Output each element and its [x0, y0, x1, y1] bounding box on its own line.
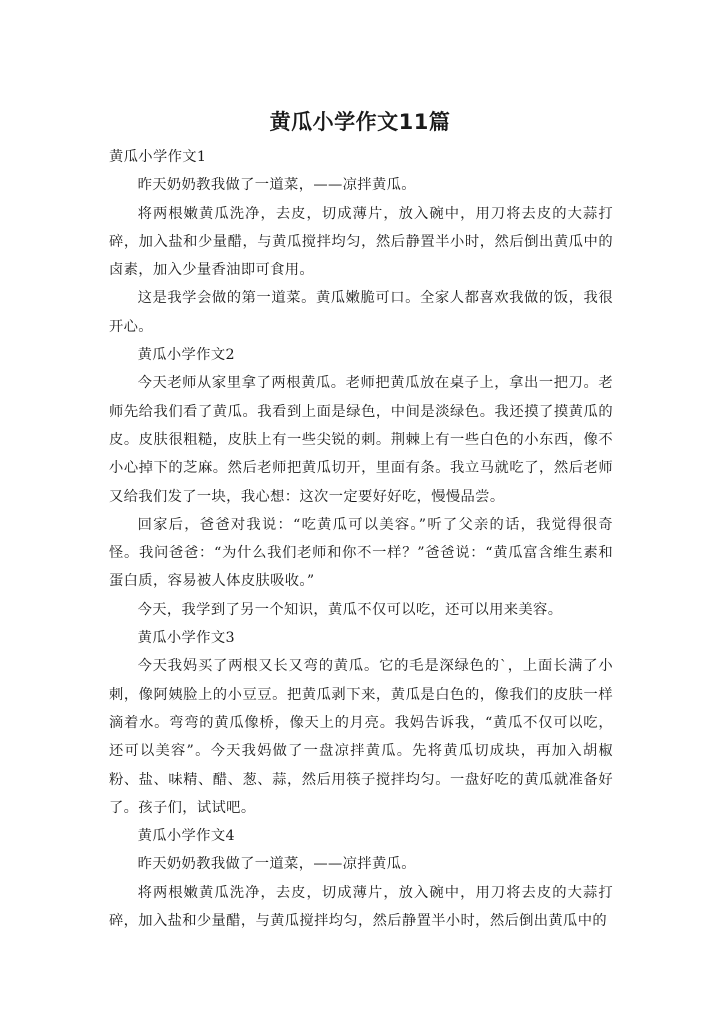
document-title: 黄瓜小学作文11篇 — [269, 110, 451, 134]
paragraph: 将两根嫩黄瓜洗净，去皮，切成薄片，放入碗中，用刀将去皮的大蒜打碎，加入盐和少量醋，与黄瓜搅拌均匀，然后静置半小时，然后倒出黄瓜中的 — [109, 884, 613, 930]
document-body — [109, 143, 613, 935]
paragraph: 这是我学会做的第一道菜。黄瓜嫩脆可口。全家人都喜欢我做的饭，我很开心。 — [109, 290, 613, 335]
paragraph: 今天，我学到了另一个知识，黄瓜不仅可以吃，还可以用来美容。 — [137, 601, 563, 618]
paragraph: 回家后，爸爸对我说：“吃黄瓜可以美容。”听了父亲的话，我觉得很奇怪。我问爸爸：“为什么我们老师和你不一样？”爸爸说：“黄瓜富含维生素和蛋白质，容易被人体皮肤吸收。” — [109, 516, 613, 590]
section-heading: 黄瓜小学作文3 — [137, 630, 235, 647]
paragraph: 今天我妈买了两根又长又弯的黄瓜。它的毛是深绿色的`，上面长满了小刺，像阿姨脸上的小豆豆。把黄瓜剥下来，黄瓜是白色的，像我们的皮肤一样滴着水。弯弯的黄瓜像桥，像天上的月亮。我妈告诉我，“黄瓜不仅可以吃，还可以美容”。今天我妈做了一盘凉拌黄瓜。先将黄瓜切成块，再加入胡椒粉、盐、味精、醋、葱、蒜，然后用筷子搅拌均匀。一盘好吃的黄瓜就准备好了。孩子们，试试吧。 — [109, 658, 613, 816]
paragraph: 今天老师从家里拿了两根黄瓜。老师把黄瓜放在桌子上，拿出一把刀。老师先给我们看了黄瓜。我看到上面是绿色，中间是淡绿色。我还摸了摸黄瓜的皮。皮肤很粗糙，皮肤上有一些尖锐的刺。荆棘上有一些白色的小东西，像不小心掉下的芝麻。然后老师把黄瓜切开，里面有条。我立马就吃了，然后老师又给我们发了一块，我心想：这次一定要好好吃，慢慢品尝。 — [109, 375, 613, 505]
paragraph: 将两根嫩黄瓜洗净，去皮，切成薄片，放入碗中，用刀将去皮的大蒜打碎，加入盐和少量醋，与黄瓜搅拌均匀，然后静置半小时，然后倒出黄瓜中的卤素，加入少量香油即可食用。 — [109, 205, 613, 279]
section-heading: 黄瓜小学作文1 — [109, 149, 207, 165]
section-heading: 黄瓜小学作文2 — [137, 347, 235, 364]
paragraph: 昨天奶奶教我做了一道菜，——凉拌黄瓜。 — [137, 177, 416, 194]
section-heading: 黄瓜小学作文4 — [137, 828, 235, 845]
paragraph: 昨天奶奶教我做了一道菜，——凉拌黄瓜。 — [137, 856, 416, 873]
